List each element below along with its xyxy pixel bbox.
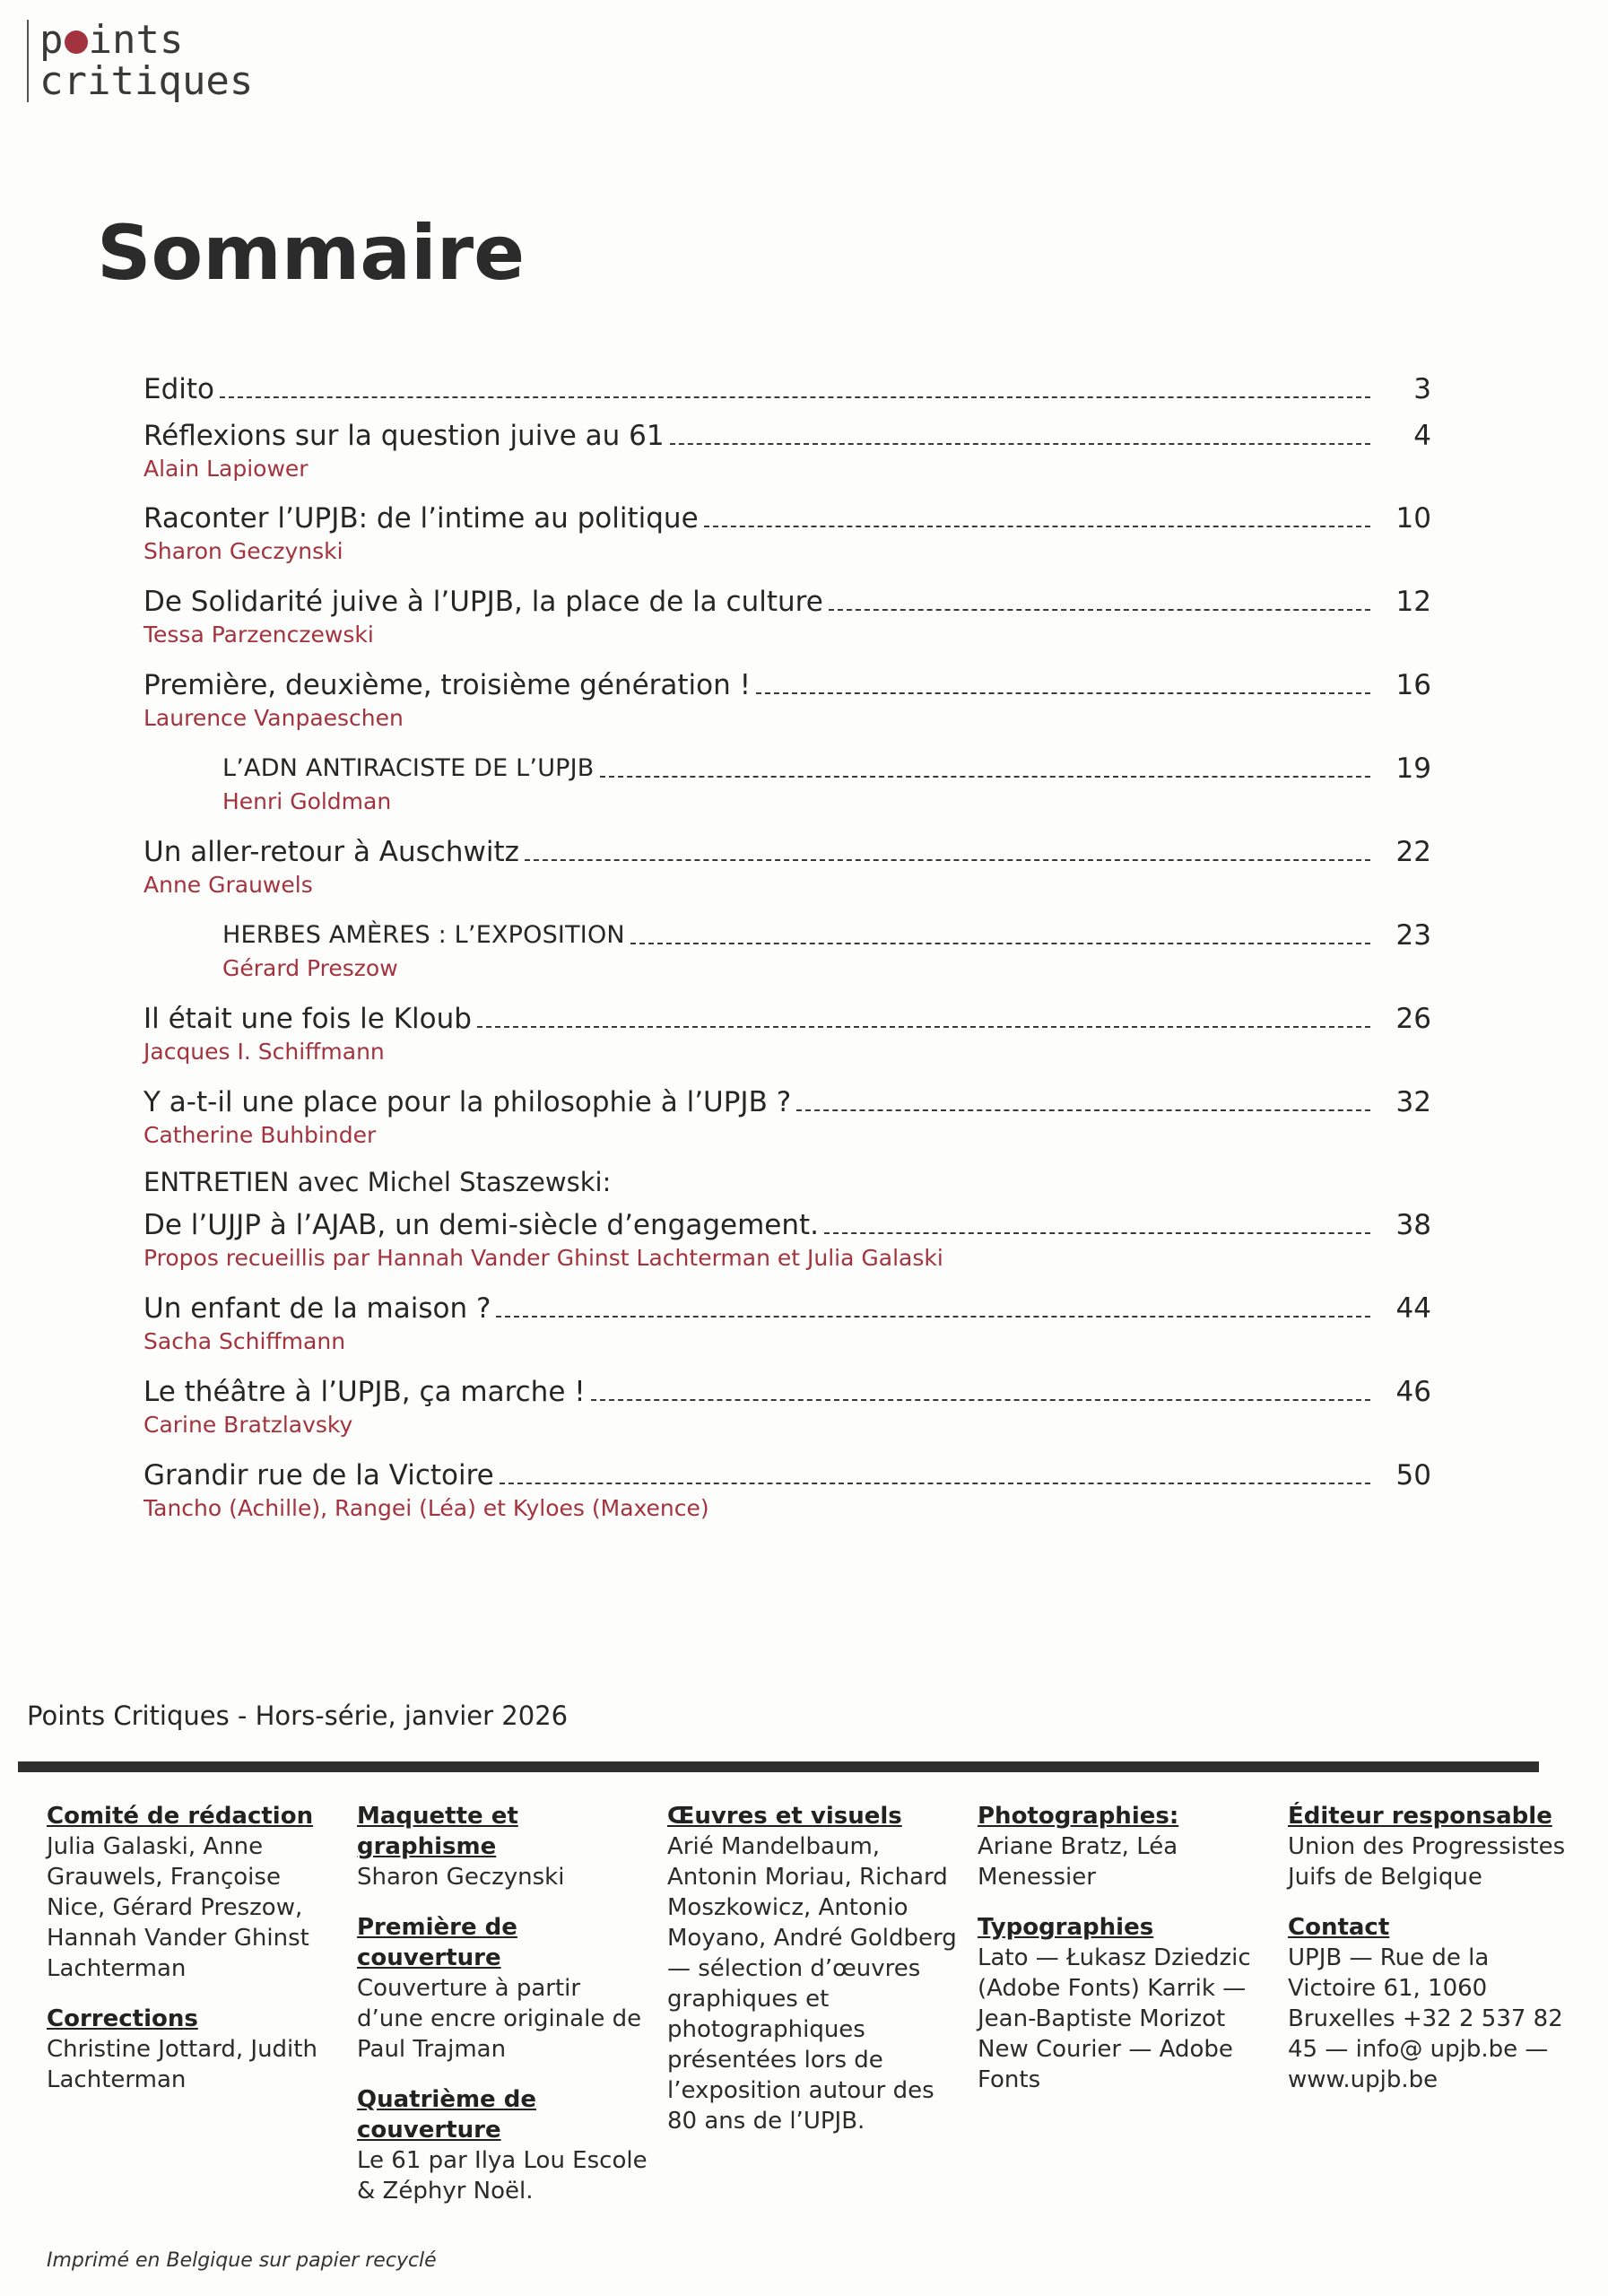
toc-page: 32	[1395, 1086, 1431, 1118]
credit-heading: Œuvres et visuels	[667, 1803, 902, 1830]
credit-text: UPJB — Rue de la Victoire 61, 1060 Bruxelles +32 2 537 82 45 — info@ upjb.be — www.upjb.be	[1288, 1944, 1563, 2093]
credit-maquette	[357, 1801, 653, 1892]
toc-author: Sacha Schiffmann	[143, 1328, 346, 1354]
logo-dot-icon	[65, 30, 88, 54]
toc-entry	[143, 664, 1431, 734]
toc-title: HERBES AMÈRES : L’EXPOSITION	[222, 921, 625, 949]
credits-column-4	[978, 1801, 1273, 2115]
toc-page: 4	[1413, 420, 1431, 452]
credit-text: Julia Galaski, Anne Grauwels, Françoise Nice, Gérard Preszow, Hannah Vander Ghinst Lachterman	[47, 1833, 309, 1982]
toc-page: 19	[1395, 752, 1431, 785]
toc-entry	[143, 368, 1431, 407]
credit-oeuvres	[667, 1801, 963, 2136]
toc-leader	[630, 943, 1370, 944]
toc-leader	[600, 776, 1370, 778]
toc-entry	[143, 1204, 1431, 1274]
toc-page: 44	[1395, 1292, 1431, 1325]
toc-leader	[220, 396, 1370, 398]
toc-entry	[143, 1370, 1431, 1440]
toc-title: Un enfant de la maison ?	[143, 1292, 491, 1325]
toc-leader	[591, 1399, 1370, 1401]
printed-note: Imprimé en Belgique sur papier recyclé	[47, 2249, 437, 2272]
toc-title: Grandir rue de la Victoire	[143, 1459, 494, 1492]
footer-rule	[18, 1761, 1539, 1772]
toc-author: Anne Grauwels	[143, 872, 313, 898]
toc-author: Tessa Parzenczewski	[143, 622, 374, 648]
issue-line: Points Critiques - Hors-série, janvier 2026	[27, 1700, 569, 1731]
toc-author: Carine Bratzlavsky	[143, 1412, 353, 1438]
toc-leader	[824, 1232, 1370, 1234]
toc-title: Le théâtre à l’UPJB, ça marche !	[143, 1376, 586, 1408]
credit-corrections	[47, 2004, 343, 2095]
toc-page: 22	[1395, 836, 1431, 868]
toc-author: Jacques I. Schiffmann	[143, 1039, 385, 1065]
credit-comite	[47, 1801, 343, 1984]
toc-title: Y a-t-il une place pour la philosophie à l’UPJB ?	[143, 1086, 792, 1118]
interview-preface: ENTRETIEN avec Michel Staszewski:	[143, 1167, 612, 1197]
toc-title: Edito	[143, 373, 214, 405]
toc-title: Un aller-retour à Auschwitz	[143, 836, 519, 868]
credit-quatrieme	[357, 2084, 653, 2206]
toc-leader	[829, 609, 1370, 611]
credit-text: Lato — Łukasz Dziedzic (Adobe Fonts) Karrik — Jean-Baptiste Morizot New Courier — Adobe Fonts	[978, 1944, 1251, 2093]
toc-leader	[500, 1483, 1370, 1484]
toc-title: Il était une fois le Kloub	[143, 1003, 472, 1035]
toc-author: Henri Goldman	[222, 788, 392, 814]
toc-leader	[756, 692, 1370, 694]
credits-column-5	[1288, 1801, 1584, 2115]
toc-author: Propos recueillis par Hannah Vander Ghinst Lachterman et Julia Galaski	[143, 1245, 943, 1271]
credit-heading: Typographies	[978, 1914, 1154, 1941]
toc-author: Catherine Buhbinder	[143, 1122, 377, 1148]
credit-heading: Quatrième de couverture	[357, 2086, 536, 2144]
credits-column-3	[667, 1801, 963, 2156]
logo-line-2: critiques	[39, 58, 254, 104]
credit-heading: Comité de rédaction	[47, 1803, 314, 1830]
credit-text: Christine Jottard, Judith Lachterman	[47, 2036, 317, 2093]
toc-author: Alain Lapiower	[143, 456, 309, 482]
toc-page: 10	[1395, 502, 1431, 535]
credit-text: Le 61 par Ilya Lou Escole & Zéphyr Noël.	[357, 2147, 648, 2205]
credit-contact	[1288, 1912, 1584, 2095]
toc-leader	[525, 859, 1370, 861]
toc-leader	[704, 526, 1370, 527]
toc-page: 46	[1395, 1376, 1431, 1408]
toc-title: De Solidarité juive à l’UPJB, la place de la culture	[143, 586, 823, 618]
toc-page: 12	[1395, 586, 1431, 618]
toc-leader	[670, 443, 1370, 445]
toc-entry	[143, 1081, 1431, 1151]
toc-author: Gérard Preszow	[222, 955, 398, 981]
toc-entry	[143, 414, 1431, 484]
toc-entry	[143, 997, 1431, 1067]
toc-subentry	[222, 914, 1431, 984]
toc-leader	[496, 1316, 1370, 1318]
credit-typos	[978, 1912, 1273, 2095]
credit-photos	[978, 1801, 1273, 1892]
toc-leader	[796, 1109, 1370, 1111]
credit-editeur	[1288, 1801, 1584, 1892]
credit-heading: Maquette et graphisme	[357, 1803, 518, 1860]
toc-entry	[143, 580, 1431, 650]
toc-entry	[143, 1287, 1431, 1357]
toc-page: 23	[1395, 919, 1431, 952]
toc-entry	[143, 1454, 1431, 1524]
credit-heading: Photographies:	[978, 1803, 1179, 1830]
toc-title: De l’UJJP à l’AJAB, un demi-siècle d’engagement.	[143, 1209, 820, 1241]
toc-entry	[143, 831, 1431, 900]
toc-author: Laurence Vanpaeschen	[143, 705, 404, 731]
toc-leader	[477, 1026, 1370, 1028]
toc-page: 3	[1413, 373, 1431, 405]
toc-page: 50	[1395, 1459, 1431, 1492]
toc-author: Tancho (Achille), Rangei (Léa) et Kyloes (Maxence)	[143, 1495, 709, 1521]
credit-premiere	[357, 1912, 653, 2065]
credits-column-1	[47, 1801, 343, 2115]
toc-entry	[143, 497, 1431, 567]
credit-heading: Éditeur responsable	[1288, 1803, 1552, 1830]
credit-heading: Contact	[1288, 1914, 1390, 1941]
publication-logo	[27, 17, 254, 104]
credit-text: Union des Progressistes Juifs de Belgique	[1288, 1833, 1566, 1891]
toc-title: Première, deuxième, troisième génération !	[143, 669, 752, 701]
toc-page: 38	[1395, 1209, 1431, 1241]
credit-text: Couverture à partir d’une encre originale de Paul Trajman	[357, 1975, 642, 2063]
toc-title: Raconter l’UPJB: de l’intime au politique	[143, 502, 699, 535]
toc-page: 16	[1395, 669, 1431, 701]
toc-title: L’ADN ANTIRACISTE DE L’UPJB	[222, 754, 595, 782]
toc-author: Sharon Geczynski	[143, 538, 343, 564]
credit-text: Sharon Geczynski	[357, 1864, 565, 1891]
credit-heading: Première de couverture	[357, 1914, 517, 1971]
toc-title: Réflexions sur la question juive au 61	[143, 420, 665, 452]
credit-text: Arié Mandelbaum, Antonin Moriau, Richard Moszkowicz, Antonio Moyano, André Goldberg — sélection d’œuvres graphiques et photographiques présentées lors de l’exposition autour des 80 ans de l’UPJB.	[667, 1833, 957, 2135]
credit-text: Ariane Bratz, Léa Menessier	[978, 1833, 1178, 1891]
logo-line-1: p ints	[39, 17, 184, 63]
credit-heading: Corrections	[47, 2005, 198, 2032]
toc-page: 26	[1395, 1003, 1431, 1035]
toc-subentry	[222, 747, 1431, 817]
credits-column-2	[357, 1801, 653, 2226]
page-title: Sommaire	[97, 209, 526, 297]
